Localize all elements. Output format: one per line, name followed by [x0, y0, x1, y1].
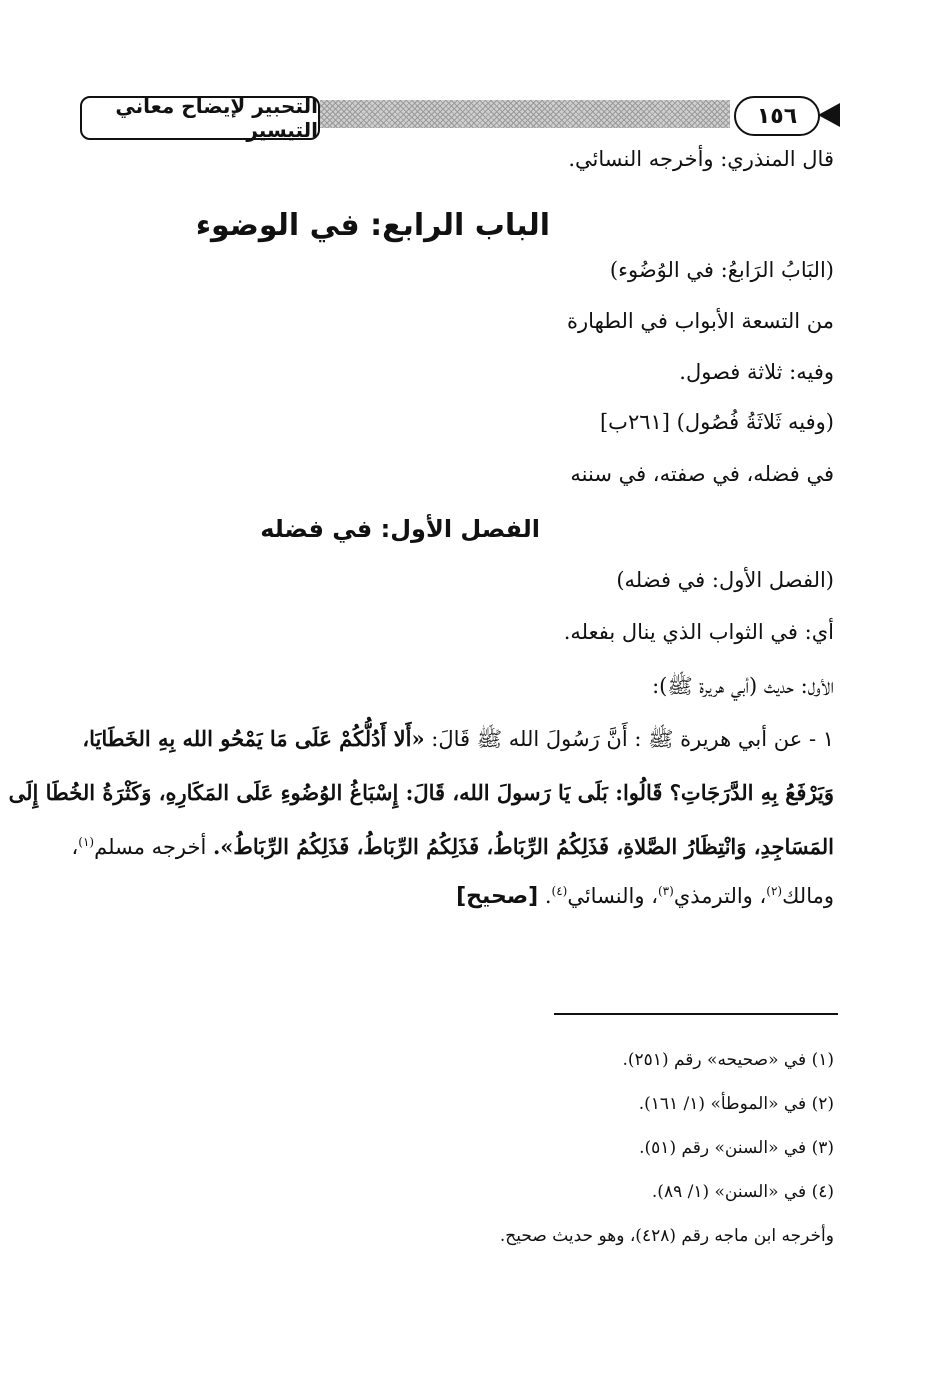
takhrij-text: أخرجه مسلم — [94, 835, 213, 859]
page-number-arrow-icon — [818, 103, 840, 127]
hadith-line-2: وَيَرْفَعُ بِهِ الدَّرَجَاتِ؟ قَالُوا: بَلَى يَا رَسولَ الله، قَالَ: إِسْبَاغُ الوُضُوءِ عَلَى المَكَارِهِ، وَكَثْرَةُ الخُطَا إِلَى — [8, 780, 834, 805]
chapter-heading: الباب الرابع: في الوضوء — [195, 208, 550, 243]
header-ornament-band — [320, 100, 730, 128]
chapter-note-2: وفيه: ثلاثة فصول. — [679, 360, 834, 384]
hadith-line-3 — [71, 834, 834, 859]
hadith-narration: ١ - عن أبي هريرة ﷺ : أَنَّ رَسُولَ الله ﷺ قَالَ: — [424, 727, 834, 751]
footnote-1: (١) في «صحيحه» رقم (٢٥١). — [622, 1050, 834, 1070]
footnote-ref-2[interactable]: (٢) — [766, 884, 783, 898]
period: . — [538, 884, 552, 908]
hadith-line-1 — [82, 726, 834, 757]
running-header — [80, 90, 840, 152]
intro-line: قال المنذري: وأخرجه النسائي. — [568, 147, 834, 171]
hadith-grade: [صحيح] — [456, 884, 539, 909]
section-heading: الفصل الأول: في فضله — [260, 515, 540, 543]
footnote-divider — [554, 1013, 838, 1015]
book-title: التحبير لإيضاح معاني التيسير — [80, 96, 320, 140]
footnote-ref-4[interactable]: (٤) — [551, 884, 568, 898]
section-note-1: أي: في الثواب الذي ينال بفعله. — [563, 620, 834, 644]
chapter-quote: (البَابُ الرَابعُ: في الوُضُوء) — [609, 258, 834, 282]
source-tirmidhi: ، والترمذي — [673, 884, 767, 908]
section-note-2: الأول: حديث (أبي هريرة ﷺ): — [652, 674, 834, 698]
footnote-ref-3[interactable]: (٣) — [657, 884, 674, 898]
source-nasai: ، والنسائي — [567, 884, 658, 908]
section-quote: (الفصل الأول: في فضله) — [616, 568, 834, 592]
chapter-note-1: من التسعة الأبواب في الطهارة — [567, 309, 834, 333]
hadith-text: «أَلا أَدُلُّكُمْ عَلَى مَا يَمْحُو الله بِهِ الخَطَايَا، — [82, 726, 425, 751]
chapter-note-3: (وفيه ثَلاثَةُ فُصُول) [٢٦١ب] — [599, 410, 834, 434]
footnote-3: (٣) في «السنن» رقم (٥١). — [639, 1138, 834, 1158]
comma: ، — [71, 835, 79, 859]
page-number: ١٥٦ — [734, 96, 820, 136]
footnote-note: وأخرجه ابن ماجه رقم (٤٢٨)، وهو حديث صحيح. — [499, 1226, 834, 1246]
footnote-4: (٤) في «السنن» (١/ ٨٩). — [651, 1182, 834, 1202]
footnote-ref-1[interactable]: (١) — [78, 835, 95, 849]
source-malik: ومالك — [782, 884, 834, 908]
hadith-line-4 — [456, 884, 834, 909]
hadith-text-end: المَسَاجِدِ، وَانْتِظَارُ الصَّلاةِ، فَذَلِكُمُ الرِّبَاطُ، فَذَلِكُمُ الرِّبَاطُ، فَذَلِكُمُ الرِّبَاطُ». — [213, 834, 834, 859]
chapter-note-4: في فضله، في صفته، في سننه — [570, 462, 834, 486]
footnote-2: (٢) في «الموطأ» (١/ ١٦١). — [638, 1094, 834, 1114]
